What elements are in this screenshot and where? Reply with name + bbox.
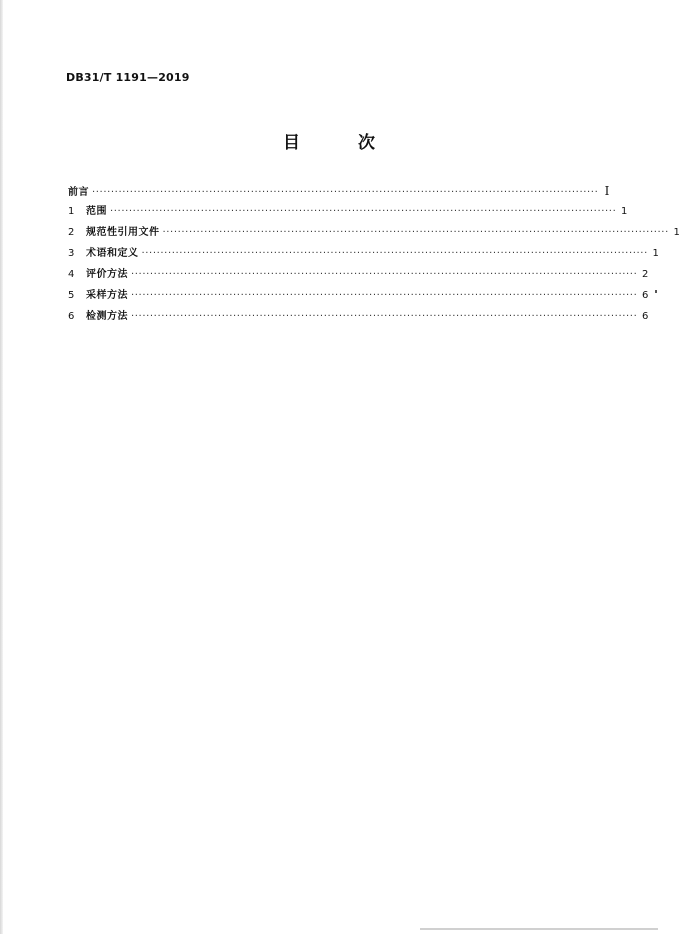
toc-entry-page: 6: [641, 290, 649, 301]
toc-entry-number: 6: [68, 311, 75, 322]
toc-entry-normative-references[interactable]: [68, 225, 680, 246]
toc-entry-testing-method[interactable]: [68, 309, 649, 330]
toc-entry-evaluation-method[interactable]: [68, 267, 649, 288]
toc-entry-label: 采样方法: [86, 290, 128, 301]
toc-entry-page: 1: [620, 206, 628, 217]
toc-entry-number: 2: [68, 227, 75, 238]
toc-entry-label: 评价方法: [86, 269, 128, 280]
toc-entry-label: 检测方法: [86, 311, 128, 322]
toc-leader-dots: ······································································································································: [92, 187, 599, 198]
toc-entry-page: I: [604, 184, 610, 198]
toc-entry-sampling-method[interactable]: [68, 288, 649, 309]
toc-entry-label: 范围: [86, 206, 107, 217]
toc-entry-label: 术语和定义: [86, 248, 139, 259]
toc-entry-page: 6: [641, 311, 649, 322]
toc-entry-number: 5: [68, 290, 75, 301]
toc-entry-label: 规范性引用文件: [86, 227, 160, 238]
toc-entry-number: 1: [68, 206, 75, 217]
toc-leader-dots: ······································································································································: [131, 311, 638, 322]
toc-leader-dots: ······································································································································: [131, 269, 638, 280]
table-of-contents: [68, 183, 680, 330]
toc-entry-label: 前言: [68, 187, 89, 198]
standard-code: DB31/T 1191—2019: [66, 71, 190, 84]
toc-entry-page: 1: [652, 248, 659, 259]
toc-entry-page: 2: [641, 269, 649, 280]
toc-leader-dots: ······································································································································: [162, 227, 669, 238]
toc-entry-number: 4: [68, 269, 75, 280]
toc-title: 目 次: [283, 133, 401, 153]
toc-leader-dots: ······································································································································: [131, 290, 638, 301]
toc-leader-dots: ······································································································································: [141, 248, 648, 259]
toc-entry-terms-definitions[interactable]: [68, 246, 659, 267]
scan-edge-bottom: [420, 928, 658, 930]
toc-entry-page: 1: [673, 227, 680, 238]
scan-speck: [655, 290, 657, 293]
toc-entry-scope[interactable]: [68, 204, 628, 225]
toc-leader-dots: ······································································································································: [110, 206, 617, 217]
toc-entry-number: 3: [68, 248, 75, 259]
toc-entry-foreword[interactable]: [68, 183, 610, 204]
